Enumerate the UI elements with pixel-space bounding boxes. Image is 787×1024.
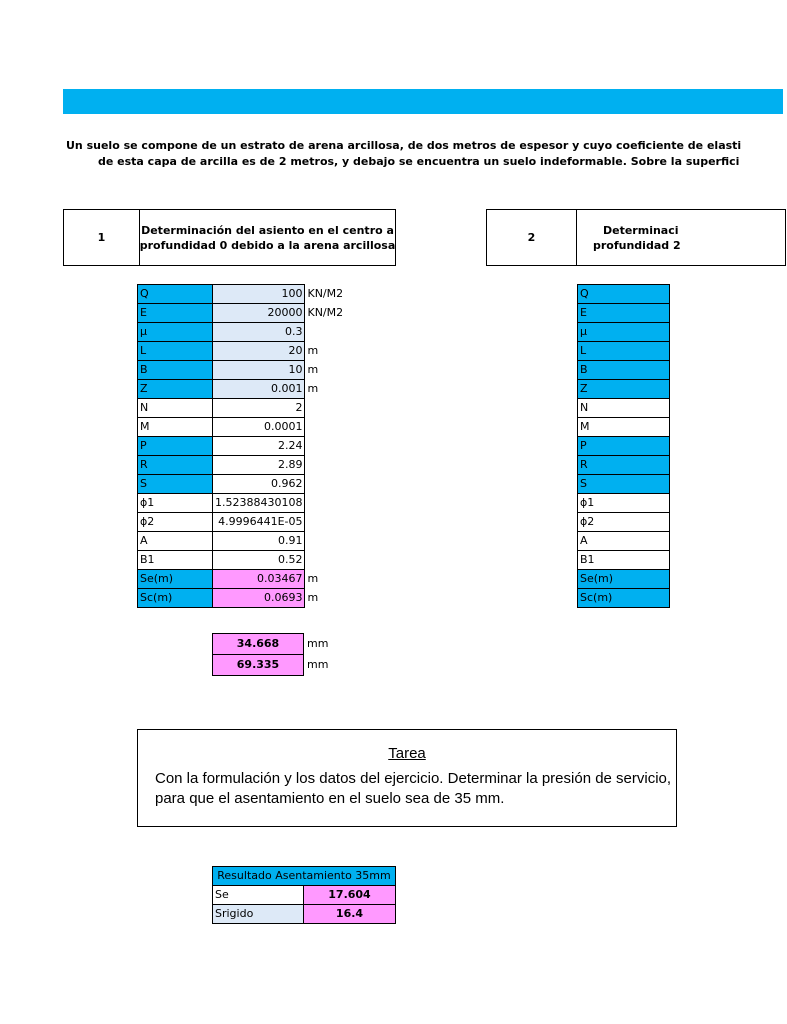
section-1-title [140, 210, 395, 265]
param-value[interactable]: 20000 [213, 304, 305, 323]
param-label: B [578, 361, 670, 380]
param-row [138, 589, 355, 608]
param-label: P [138, 437, 213, 456]
param-row [138, 570, 355, 589]
param-row [578, 304, 670, 323]
param-label: B1 [138, 551, 213, 570]
parameters-table-2 [577, 284, 670, 608]
result-table [212, 866, 396, 924]
param-unit: m [307, 344, 319, 357]
param-label: Z [578, 380, 670, 399]
param-value[interactable]: 0.3 [213, 323, 305, 342]
section-2-title-line2: profundidad 2 [593, 238, 681, 252]
result-row [213, 905, 396, 924]
param-unit [305, 418, 355, 437]
param-row [138, 361, 355, 380]
param-label: Q [578, 285, 670, 304]
param-value[interactable]: 0.0693 [213, 589, 305, 608]
mm-unit: mm [307, 658, 329, 671]
param-label: Se(m) [578, 570, 670, 589]
param-label: L [138, 342, 213, 361]
intro-line-2: de esta capa de arcilla es de 2 metros, y debajo se encuentra un suelo indeformable. Sobre la superfici [98, 155, 740, 168]
param-label: Q [138, 285, 213, 304]
param-label: A [138, 532, 213, 551]
param-unit [305, 475, 355, 494]
param-row [138, 513, 355, 532]
param-value[interactable]: 0.03467 [213, 570, 305, 589]
result-row [213, 886, 396, 905]
param-row [578, 380, 670, 399]
param-label: Se(m) [138, 570, 213, 589]
param-row [578, 399, 670, 418]
param-unit [305, 456, 355, 475]
param-label: µ [578, 323, 670, 342]
param-label: µ [138, 323, 213, 342]
param-row [138, 551, 355, 570]
param-row [578, 361, 670, 380]
parameters-table-1 [137, 284, 355, 608]
param-value[interactable]: 2.89 [213, 456, 305, 475]
param-row [138, 323, 355, 342]
tarea-text: Con la formulación y los datos del ejercicio. Determinar la presión de servicio, para que el asentamiento en el suelo sea de 35 mm. [155, 770, 672, 807]
section-2-title-line1: Determinaci [603, 223, 679, 237]
param-label: M [138, 418, 213, 437]
section-1-header [63, 209, 396, 266]
param-row [138, 418, 355, 437]
param-unit [305, 399, 355, 418]
param-row [138, 532, 355, 551]
mm-value[interactable]: 69.335 [213, 655, 304, 676]
param-unit: KN/M2 [307, 287, 344, 300]
param-value[interactable]: 100 [213, 285, 305, 304]
param-row [138, 342, 355, 361]
result-label: Se [213, 886, 304, 905]
param-value[interactable]: 2.24 [213, 437, 305, 456]
param-row [138, 399, 355, 418]
param-label: Sc(m) [138, 589, 213, 608]
section-2-title [587, 210, 787, 265]
param-value[interactable]: 0.001 [213, 380, 305, 399]
param-label: L [578, 342, 670, 361]
param-label: N [138, 399, 213, 418]
param-unit [305, 323, 355, 342]
param-unit [305, 494, 355, 513]
param-label: ϕ2 [578, 513, 670, 532]
param-row [138, 437, 355, 456]
param-row [138, 475, 355, 494]
param-row [578, 589, 670, 608]
param-row [578, 285, 670, 304]
param-unit: KN/M2 [307, 306, 344, 319]
intro-line-1: Un suelo se compone de un estrato de arena arcillosa, de dos metros de espesor y cuyo coeficiente de elasti [66, 139, 742, 152]
section-1-title-line1: Determinación del asiento en el centro a [141, 223, 394, 237]
section-1-number: 1 [64, 210, 140, 265]
param-row [138, 304, 355, 323]
param-label: B1 [578, 551, 670, 570]
param-value[interactable]: 0.91 [213, 532, 305, 551]
param-value[interactable]: 1.52388430108 [213, 494, 305, 513]
param-row [138, 380, 355, 399]
result-table-header: Resultado Asentamiento 35mm [213, 867, 396, 886]
param-row [578, 456, 670, 475]
result-value[interactable]: 17.604 [304, 886, 396, 905]
param-unit: m [307, 591, 319, 604]
param-row [138, 494, 355, 513]
param-row [138, 456, 355, 475]
param-label: B [138, 361, 213, 380]
mm-row [213, 634, 330, 655]
param-row [578, 532, 670, 551]
param-label: E [138, 304, 213, 323]
header-band [63, 89, 783, 114]
param-unit: m [307, 363, 319, 376]
param-label: E [578, 304, 670, 323]
param-unit [305, 513, 355, 532]
param-unit: m [307, 382, 319, 395]
mm-value[interactable]: 34.668 [213, 634, 304, 655]
param-value[interactable]: 10 [213, 361, 305, 380]
mm-results-table [212, 633, 330, 676]
param-value[interactable]: 2 [213, 399, 305, 418]
param-value[interactable]: 0.0001 [213, 418, 305, 437]
mm-row [213, 655, 330, 676]
section-2-header [486, 209, 786, 266]
param-value[interactable]: 4.9996441E-05 [213, 513, 305, 532]
param-row [578, 437, 670, 456]
param-label: R [578, 456, 670, 475]
param-label: M [578, 418, 670, 437]
param-label: P [578, 437, 670, 456]
param-label: S [578, 475, 670, 494]
param-unit: m [307, 572, 319, 585]
param-unit [305, 437, 355, 456]
param-label: S [138, 475, 213, 494]
param-label: R [138, 456, 213, 475]
param-label: A [578, 532, 670, 551]
param-row [578, 342, 670, 361]
param-value[interactable]: 0.52 [213, 551, 305, 570]
param-row [578, 323, 670, 342]
param-label: Z [138, 380, 213, 399]
param-label: N [578, 399, 670, 418]
param-label: ϕ2 [138, 513, 213, 532]
param-row [578, 513, 670, 532]
param-row [138, 285, 355, 304]
param-row [578, 418, 670, 437]
mm-unit: mm [307, 637, 329, 650]
param-label: ϕ1 [138, 494, 213, 513]
result-label: Srigido [213, 905, 304, 924]
param-row [578, 570, 670, 589]
param-row [578, 551, 670, 570]
param-value[interactable]: 20 [213, 342, 305, 361]
param-row [578, 494, 670, 513]
param-label: Sc(m) [578, 589, 670, 608]
tarea-box [137, 729, 677, 827]
param-unit [305, 532, 355, 551]
param-row [578, 475, 670, 494]
param-value[interactable]: 0.962 [213, 475, 305, 494]
tarea-title: Tarea [388, 745, 426, 762]
result-value[interactable]: 16.4 [304, 905, 396, 924]
section-2-number: 2 [487, 210, 577, 265]
param-unit [305, 551, 355, 570]
param-label: ϕ1 [578, 494, 670, 513]
section-1-title-line2: profundidad 0 debido a la arena arcillosa [139, 238, 396, 252]
